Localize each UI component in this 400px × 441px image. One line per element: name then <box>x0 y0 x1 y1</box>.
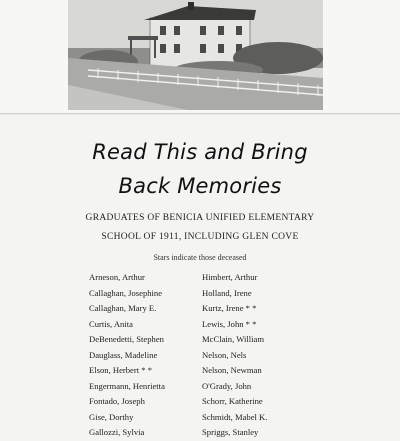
list-item: Schorr, Katherine <box>202 396 263 406</box>
headline-line-1: Read This and Bring <box>92 140 308 164</box>
paper-fold-line <box>0 113 400 115</box>
deceased-note: Stars indicate those deceased <box>153 253 247 262</box>
list-item: Curtis, Anita <box>89 318 133 329</box>
list-item: Dauglass, Madeline <box>89 349 158 360</box>
list-item: Gise, Dorthy <box>89 411 134 422</box>
list-item: Engermann, Henrietta <box>89 380 165 391</box>
subheading-line-1: GRADUATES OF BENICIA UNIFIED ELEMENTARY <box>85 213 315 223</box>
list-item: Callaghan, Mary E. <box>89 303 157 313</box>
list-item: Spriggs, Stanley <box>202 427 259 437</box>
list-item: Himbert, Arthur <box>202 272 258 282</box>
list-item: Lewis, John * * <box>202 318 257 329</box>
list-item: O'Grady, John <box>202 380 252 391</box>
graduates-list-right <box>202 270 267 441</box>
list-item: Arneson, Arthur <box>89 272 145 282</box>
subheading-line-2: SCHOOL OF 1911, INCLUDING GLEN COVE <box>101 232 299 242</box>
list-item: Fontado, Joseph <box>89 396 145 406</box>
list-item: Holland, Irene <box>202 287 252 298</box>
list-item: Callaghan, Josephine <box>89 287 163 298</box>
school-building-illustration <box>68 0 323 110</box>
list-item: Elson, Herbert * * <box>89 365 153 375</box>
list-item: Nelson, Newman <box>202 365 262 375</box>
list-item: Kurtz, Irene * * <box>202 303 257 313</box>
graduates-list-left <box>89 270 165 441</box>
list-item: Gallozzi, Sylvia <box>89 427 145 437</box>
list-item: DeBenedetti, Stephen <box>89 334 164 344</box>
list-item: McClain, William <box>202 334 265 344</box>
school-building-photo <box>68 0 323 110</box>
list-item: Nelson, Nels <box>202 349 247 360</box>
headline-line-2: Back Memories <box>118 174 282 198</box>
list-item: Schmidt, Mabel K. <box>202 411 268 422</box>
